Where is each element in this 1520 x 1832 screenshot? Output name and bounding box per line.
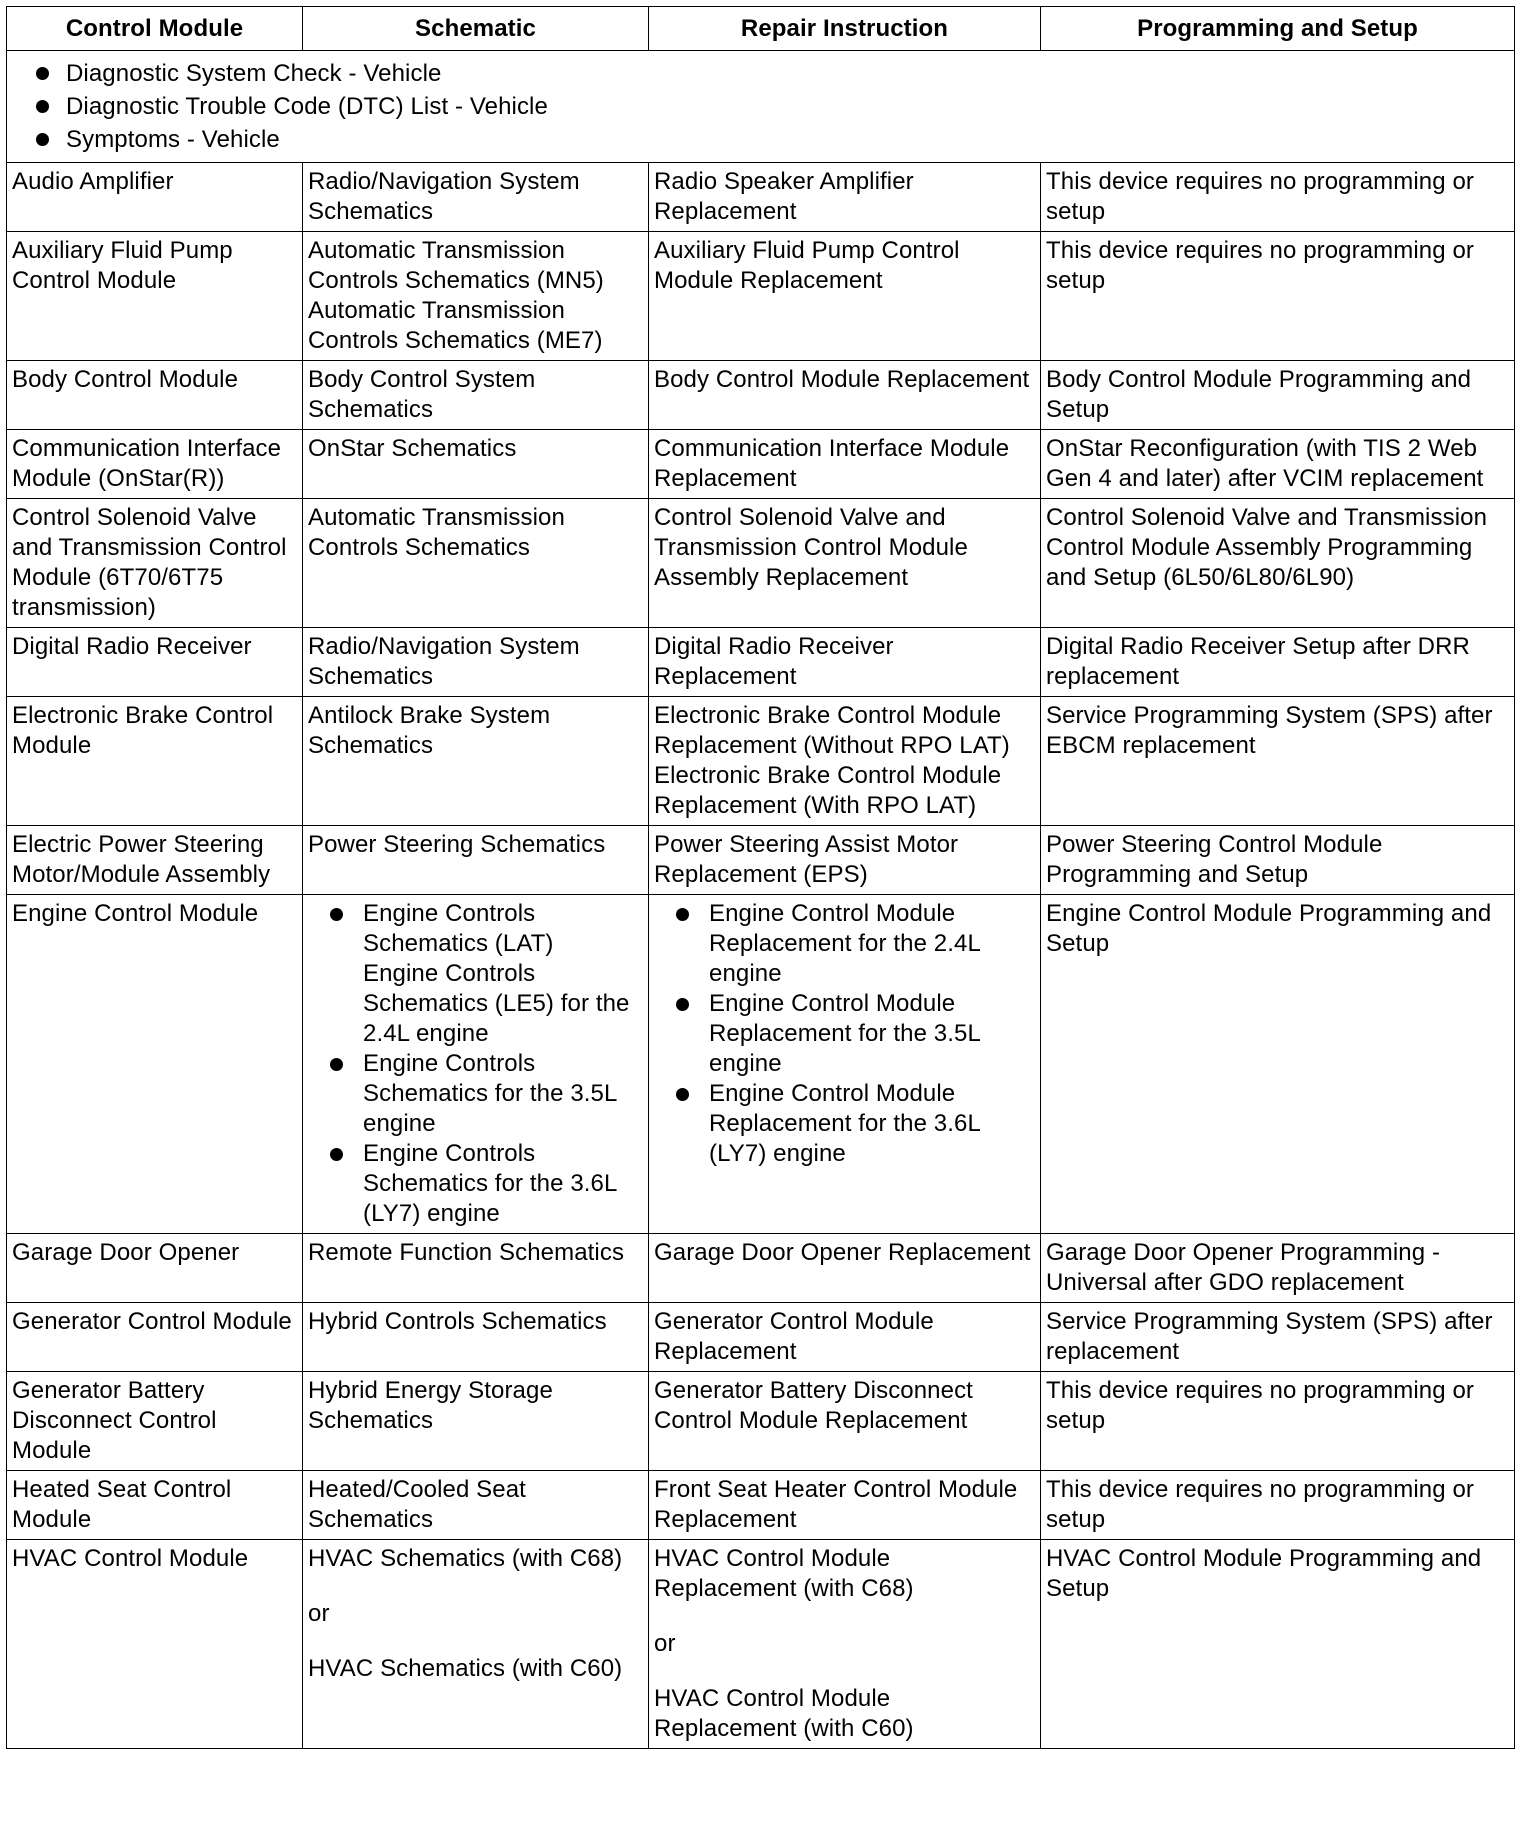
module-cell: Control Solenoid Valve and Transmission Control Module (6T70/6T75 transmission) <box>7 499 303 628</box>
repair-link[interactable]: Body Control Module Replacement <box>654 366 1030 393</box>
bullet-icon <box>330 1058 343 1071</box>
programming-cell <box>1041 232 1515 361</box>
list-item <box>308 899 643 1049</box>
repair-link[interactable]: Engine Control Module Replacement for the 3.5L engine <box>709 990 981 1077</box>
programming-link[interactable]: Engine Control Module Programming and Setup <box>1046 900 1492 957</box>
list-item <box>654 989 1035 1079</box>
module-cell: Generator Battery Disconnect Control Module <box>7 1372 303 1471</box>
schematic-link[interactable]: Radio/Navigation System Schematics <box>308 168 580 225</box>
schematic-link[interactable]: Hybrid Controls Schematics <box>308 1308 607 1335</box>
repair-cell <box>649 1303 1041 1372</box>
spacer <box>654 1659 1035 1684</box>
module-cell: Electronic Brake Control Module <box>7 697 303 826</box>
programming-cell <box>1041 1234 1515 1303</box>
list-item <box>654 1079 1035 1169</box>
schematic-link[interactable]: Engine Controls Schematics (LAT) <box>363 900 554 957</box>
general-item-label: Diagnostic Trouble Code (DTC) List - Vehicle <box>66 93 548 120</box>
programming-link[interactable]: This device requires no programming or setup <box>1046 168 1474 225</box>
schematic-link[interactable]: Radio/Navigation System Schematics <box>308 633 580 690</box>
general-list <box>12 51 1509 158</box>
programming-link[interactable]: Power Steering Control Module Programming and Setup <box>1046 831 1383 888</box>
bullet-icon <box>36 100 49 113</box>
general-cell <box>7 51 1515 163</box>
table-row <box>7 1471 1515 1540</box>
programming-link[interactable]: Service Programming System (SPS) after replacement <box>1046 1308 1493 1365</box>
header-control-module: Control Module <box>7 7 303 51</box>
repair-link[interactable]: Electronic Brake Control Module Replacement (With RPO LAT) <box>654 762 1002 819</box>
list-item <box>654 899 1035 989</box>
programming-cell <box>1041 895 1515 1234</box>
schematic-cell <box>303 895 649 1234</box>
or-separator: or <box>654 1630 676 1657</box>
table-row <box>7 163 1515 232</box>
bullet-icon <box>330 908 343 921</box>
schematic-cell <box>303 1471 649 1540</box>
table-row <box>7 1234 1515 1303</box>
schematic-link[interactable]: Engine Controls Schematics (LE5) for the 2.4L engine <box>363 960 630 1047</box>
repair-cell <box>649 895 1041 1234</box>
module-cell: Digital Radio Receiver <box>7 628 303 697</box>
repair-bullet-list <box>654 899 1035 1169</box>
list-item <box>308 1049 643 1139</box>
table-row <box>7 1303 1515 1372</box>
module-cell: Auxiliary Fluid Pump Control Module <box>7 232 303 361</box>
repair-link[interactable]: Communication Interface Module Replacement <box>654 435 1010 492</box>
module-cell: Electric Power Steering Motor/Module Assembly <box>7 826 303 895</box>
schematic-link[interactable]: Engine Controls Schematics for the 3.5L engine <box>363 1050 617 1137</box>
repair-cell <box>649 1372 1041 1471</box>
bullet-icon <box>36 67 49 80</box>
list-item <box>308 1139 643 1229</box>
table-row <box>7 1372 1515 1471</box>
schematic-link[interactable]: Automatic Transmission Controls Schematics <box>308 504 565 561</box>
schematic-cell <box>303 1372 649 1471</box>
table-row <box>7 499 1515 628</box>
programming-cell <box>1041 628 1515 697</box>
schematic-cell <box>303 1540 649 1749</box>
module-cell: Audio Amplifier <box>7 163 303 232</box>
schematic-link[interactable]: HVAC Schematics (with C60) <box>308 1655 623 1682</box>
programming-link[interactable]: Digital Radio Receiver Setup after DRR replacement <box>1046 633 1470 690</box>
repair-link[interactable]: HVAC Control Module Replacement (with C60) <box>654 1685 914 1742</box>
repair-cell <box>649 163 1041 232</box>
or-separator: or <box>308 1600 330 1627</box>
general-item-label: Symptoms - Vehicle <box>66 126 280 153</box>
module-cell: Heated Seat Control Module <box>7 1471 303 1540</box>
programming-cell <box>1041 361 1515 430</box>
general-item[interactable] <box>12 90 1509 123</box>
schematic-link[interactable]: Automatic Transmission Controls Schematics (MN5) <box>308 237 604 294</box>
programming-cell <box>1041 1303 1515 1372</box>
schematic-cell <box>303 1234 649 1303</box>
schematic-cell <box>303 499 649 628</box>
schematic-cell <box>303 826 649 895</box>
repair-link[interactable]: Garage Door Opener Replacement <box>654 1239 1031 1266</box>
programming-cell <box>1041 1372 1515 1471</box>
schematic-cell <box>303 232 649 361</box>
schematic-link[interactable]: Body Control System Schematics <box>308 366 536 423</box>
bullet-icon <box>676 908 689 921</box>
programming-cell <box>1041 430 1515 499</box>
bullet-icon <box>36 133 49 146</box>
programming-link[interactable]: Control Solenoid Valve and Transmission Control Module Assembly Programming and Setup (6L50/6L80/6L90) <box>1046 504 1488 591</box>
schematic-link[interactable]: Remote Function Schematics <box>308 1239 625 1266</box>
programming-link[interactable]: This device requires no programming or setup <box>1046 1377 1474 1434</box>
repair-link[interactable]: Auxiliary Fluid Pump Control Module Replacement <box>654 237 960 294</box>
programming-cell <box>1041 1471 1515 1540</box>
schematic-cell <box>303 697 649 826</box>
schematic-link[interactable]: Power Steering Schematics <box>308 831 606 858</box>
repair-link[interactable]: Front Seat Heater Control Module Replacement <box>654 1476 1018 1533</box>
table-row <box>7 232 1515 361</box>
table-row <box>7 1540 1515 1749</box>
general-item[interactable] <box>12 57 1509 90</box>
repair-link[interactable]: Generator Battery Disconnect Control Module Replacement <box>654 1377 973 1434</box>
programming-cell <box>1041 697 1515 826</box>
bullet-icon <box>676 1088 689 1101</box>
repair-link[interactable]: Power Steering Assist Motor Replacement (EPS) <box>654 831 959 888</box>
table-row <box>7 697 1515 826</box>
repair-link[interactable]: Digital Radio Receiver Replacement <box>654 633 894 690</box>
header-row <box>7 7 1515 51</box>
schematic-cell <box>303 430 649 499</box>
repair-link[interactable]: Generator Control Module Replacement <box>654 1308 934 1365</box>
schematic-cell <box>303 163 649 232</box>
schematic-link[interactable]: Hybrid Energy Storage Schematics <box>308 1377 553 1434</box>
programming-link[interactable]: OnStar Reconfiguration (with TIS 2 Web Gen 4 and later) after VCIM replacement <box>1046 435 1484 492</box>
schematic-link[interactable]: OnStar Schematics <box>308 435 517 462</box>
spacer <box>308 1574 643 1599</box>
spacer <box>654 1604 1035 1629</box>
schematic-cell <box>303 1303 649 1372</box>
repair-cell <box>649 499 1041 628</box>
programming-link[interactable]: Garage Door Opener Programming - Universal after GDO replacement <box>1046 1239 1441 1296</box>
module-cell: Garage Door Opener <box>7 1234 303 1303</box>
bullet-icon <box>330 1148 343 1161</box>
schematic-link[interactable]: Heated/Cooled Seat Schematics <box>308 1476 526 1533</box>
table-row <box>7 361 1515 430</box>
repair-cell <box>649 697 1041 826</box>
header-programming-setup: Programming and Setup <box>1041 7 1515 51</box>
programming-link[interactable]: Service Programming System (SPS) after EBCM replacement <box>1046 702 1493 759</box>
schematic-bullet-list <box>308 899 643 1229</box>
schematic-link[interactable]: Antilock Brake System Schematics <box>308 702 551 759</box>
module-cell: HVAC Control Module <box>7 1540 303 1749</box>
repair-cell <box>649 1471 1041 1540</box>
module-cell: Body Control Module <box>7 361 303 430</box>
programming-cell <box>1041 1540 1515 1749</box>
programming-cell <box>1041 163 1515 232</box>
header-schematic: Schematic <box>303 7 649 51</box>
module-cell: Engine Control Module <box>7 895 303 1234</box>
control-module-table <box>6 6 1515 1749</box>
repair-cell <box>649 361 1041 430</box>
repair-link[interactable]: Engine Control Module Replacement for the 3.6L (LY7) engine <box>709 1080 981 1167</box>
repair-cell <box>649 628 1041 697</box>
repair-cell <box>649 430 1041 499</box>
spacer <box>308 1629 643 1654</box>
repair-link[interactable]: Engine Control Module Replacement for the 2.4L engine <box>709 900 981 987</box>
repair-cell <box>649 826 1041 895</box>
programming-link[interactable]: This device requires no programming or setup <box>1046 237 1474 294</box>
schematic-link[interactable]: Automatic Transmission Controls Schematics (ME7) <box>308 297 603 354</box>
table-row <box>7 628 1515 697</box>
general-row <box>7 51 1515 163</box>
repair-cell <box>649 1540 1041 1749</box>
table-row <box>7 826 1515 895</box>
bullet-icon <box>676 998 689 1011</box>
general-item-label: Diagnostic System Check - Vehicle <box>66 60 442 87</box>
programming-link[interactable]: Body Control Module Programming and Setup <box>1046 366 1472 423</box>
schematic-cell <box>303 628 649 697</box>
schematic-link[interactable]: HVAC Schematics (with C68) <box>308 1545 623 1572</box>
programming-cell <box>1041 826 1515 895</box>
programming-link[interactable]: HVAC Control Module Programming and Setup <box>1046 1545 1482 1602</box>
programming-cell <box>1041 499 1515 628</box>
repair-cell <box>649 1234 1041 1303</box>
repair-link[interactable]: HVAC Control Module Replacement (with C68) <box>654 1545 914 1602</box>
schematic-cell <box>303 361 649 430</box>
table-row <box>7 430 1515 499</box>
module-cell: Generator Control Module <box>7 1303 303 1372</box>
repair-link[interactable]: Radio Speaker Amplifier Replacement <box>654 168 914 225</box>
header-repair-instruction: Repair Instruction <box>649 7 1041 51</box>
repair-link[interactable]: Electronic Brake Control Module Replacement (Without RPO LAT) <box>654 702 1010 759</box>
general-item[interactable] <box>12 123 1509 156</box>
programming-link[interactable]: This device requires no programming or setup <box>1046 1476 1474 1533</box>
repair-link[interactable]: Control Solenoid Valve and Transmission Control Module Assembly Replacement <box>654 504 968 591</box>
table-row <box>7 895 1515 1234</box>
repair-cell <box>649 232 1041 361</box>
module-cell: Communication Interface Module (OnStar(R)) <box>7 430 303 499</box>
schematic-link[interactable]: Engine Controls Schematics for the 3.6L (LY7) engine <box>363 1140 617 1227</box>
